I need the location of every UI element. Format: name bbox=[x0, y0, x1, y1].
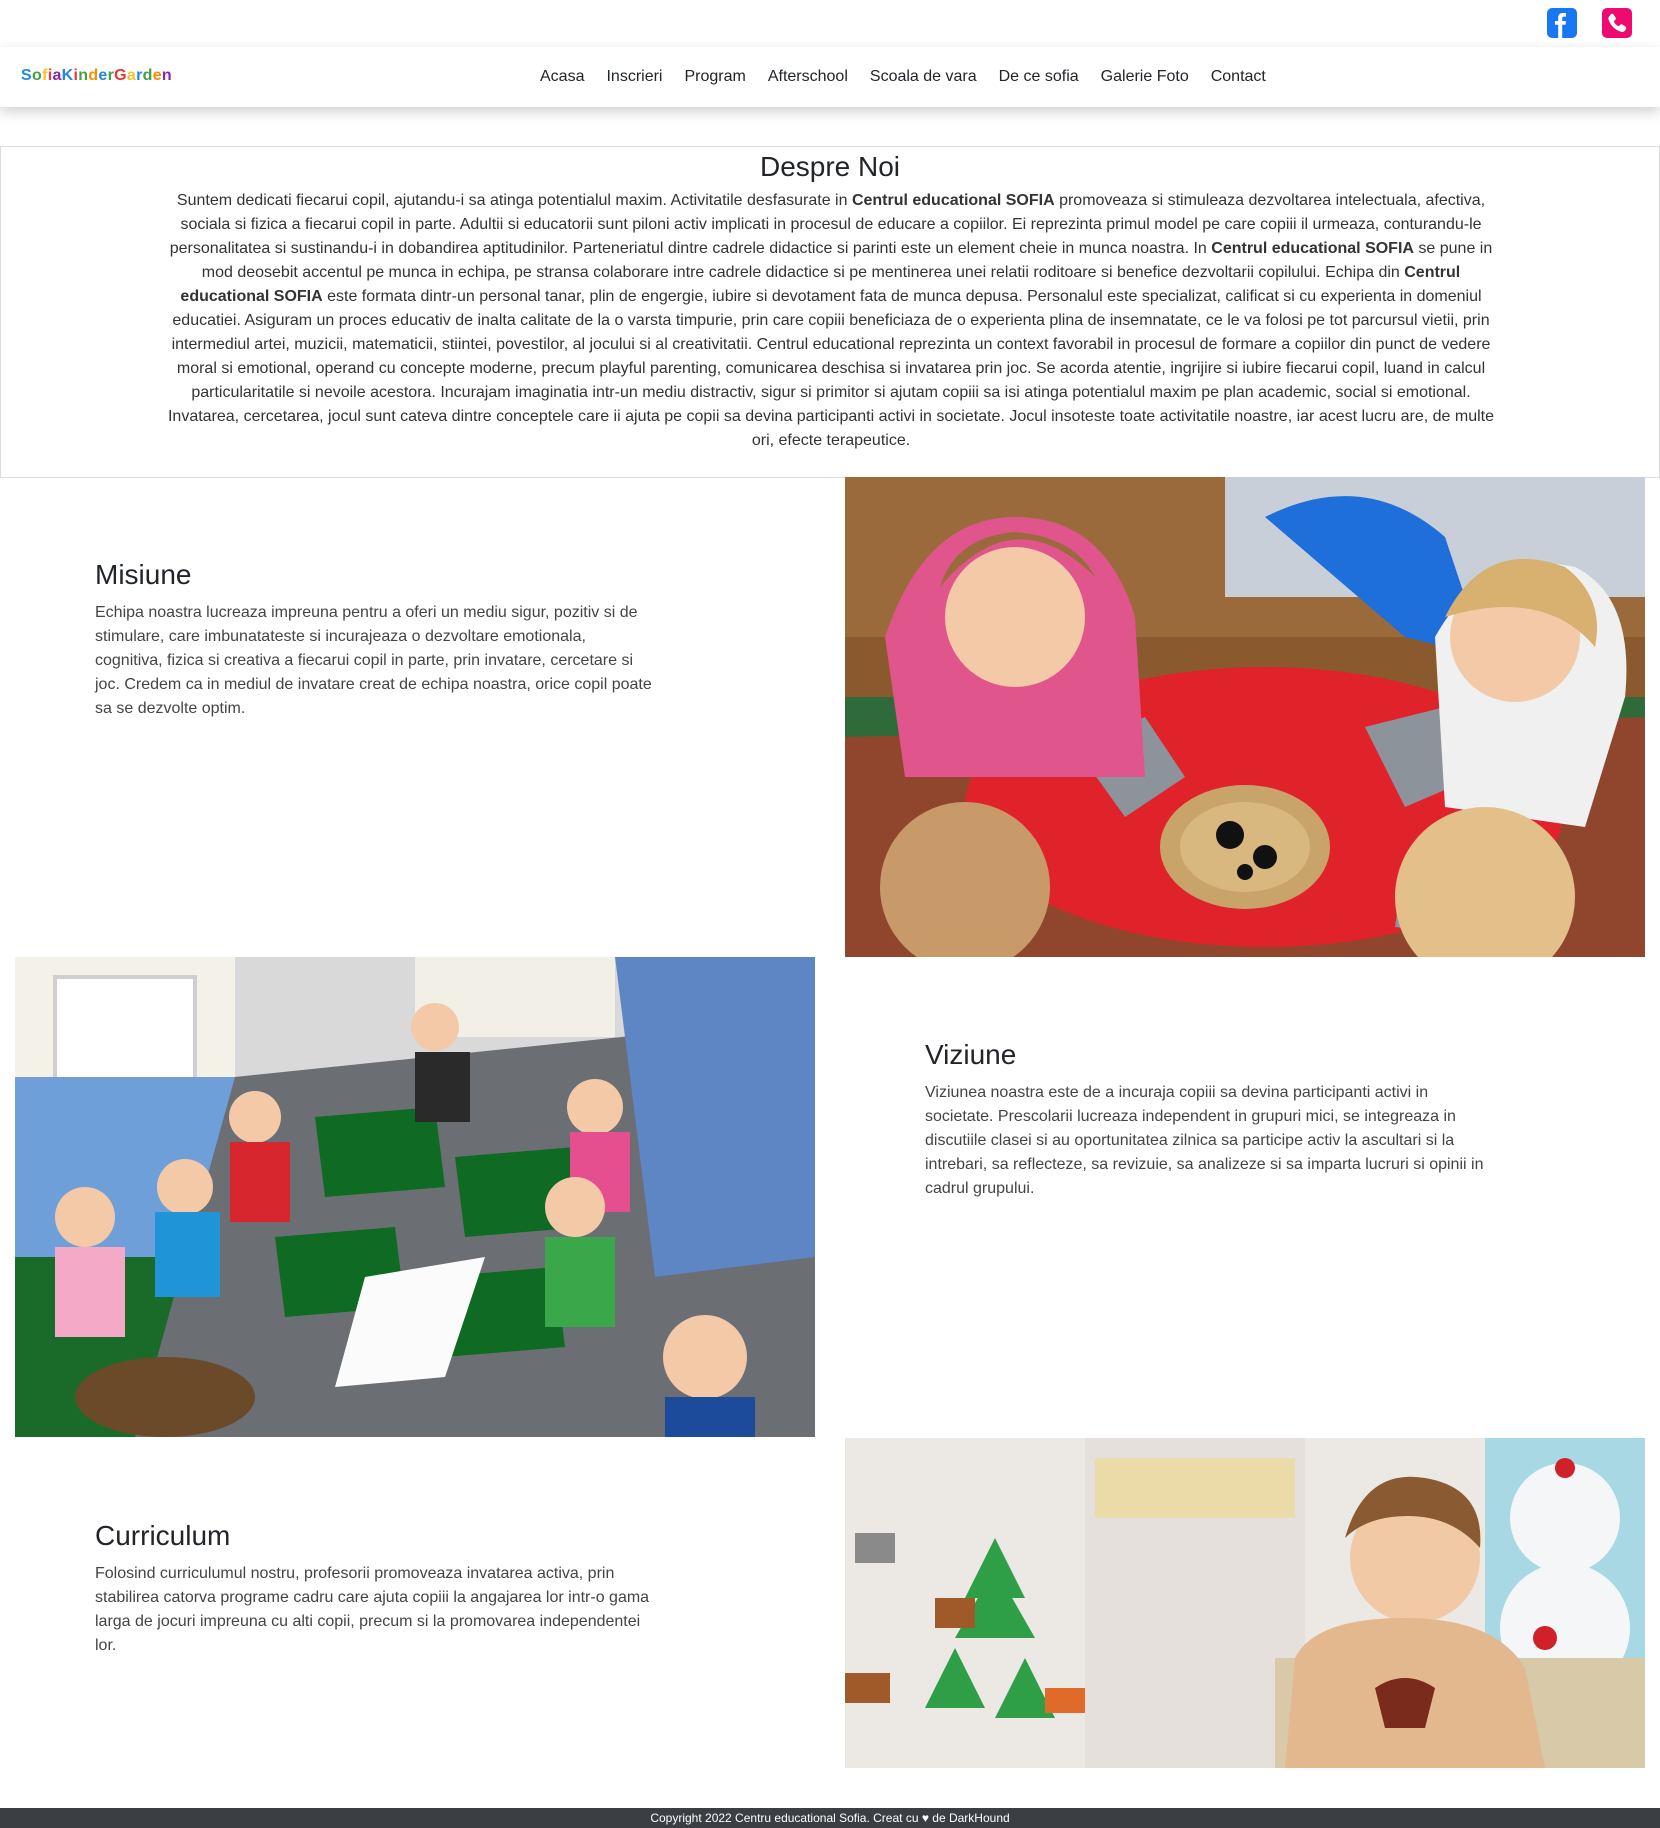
nav-link-galerie-foto[interactable]: Galerie Foto bbox=[1100, 68, 1189, 85]
phone-icon bbox=[1602, 8, 1632, 38]
nav-links bbox=[540, 47, 1288, 107]
about-section bbox=[0, 146, 1660, 478]
brand-letter: a bbox=[126, 67, 137, 84]
brand-letter: o bbox=[31, 67, 43, 84]
brand-letter: e bbox=[152, 67, 162, 84]
brand-letter: S bbox=[21, 67, 32, 84]
viziune-photo bbox=[15, 957, 815, 1437]
brand-letter: r bbox=[107, 67, 115, 84]
misiune-section bbox=[0, 477, 1660, 957]
brand-letter: d bbox=[142, 67, 153, 84]
misiune-title: Misiune bbox=[95, 559, 192, 590]
phone-button[interactable] bbox=[1602, 8, 1632, 38]
brand-letter: i bbox=[73, 67, 79, 84]
brand-letter: i bbox=[47, 67, 53, 84]
facebook-icon bbox=[1547, 8, 1577, 38]
nav-link-program[interactable]: Program bbox=[684, 68, 746, 85]
nav-link-inscrieri[interactable]: Inscrieri bbox=[606, 68, 663, 85]
curriculum-text: Folosind curriculumul nostru, profesorii promoveaza invatarea activa, prin stabilirea catorva programe cadru care ajuta copiii la angajarea lor intr-o gama larga de jocuri impreuna cu alti copii, precum si la promovarea independentei lor. bbox=[95, 1565, 650, 1654]
nav-link-scoala-de-vara[interactable]: Scoala de vara bbox=[869, 68, 977, 85]
brand-letter: G bbox=[114, 67, 127, 84]
brand-letter: e bbox=[98, 67, 108, 84]
brand-letter: K bbox=[61, 67, 74, 84]
brand-letter: d bbox=[88, 67, 99, 84]
nav-link-de-ce-sofia[interactable]: De ce sofia bbox=[998, 68, 1079, 85]
curriculum-photo bbox=[845, 1438, 1645, 1768]
about-text: Suntem dedicati fiecarui copil, ajutandu-i sa atinga potentialul maxim. Activitatile desfasurate in Centrul educational SOFIA promoveaza si stimuleaza dezvoltarea intelectuala, afectiva, sociala si fizica a fiecarui copil in parte. Adultii si educatorii sunt piloni activ implicati in procesul de educare a copiilor. Ei reprezinta primul model pe care copiii il urmeaza, conturandu-le personalitatea si sustinandu-i in dobandirea aptitudinilor. Parteneriatul dintre cadrele didactice si parinti este un element cheie in munca noastra. In Centrul educational SOFIA se pune in mod deosebit accentul pe munca in echipa, pe stransa colaborare intre cadrele didactice si pe mentinerea unei relatii roditoare si benefice dezvoltarii copilului. Echipa din Centrul educational SOFIA este formata dintr-un personal tanar, plin de engergie, iubire si devotament fata de munca depusa. Personalul este specializat, calificat si cu experienta in domeniul educatiei. Asiguram un proces educativ de inalta calitate de la o varsta timpurie, prin care copiii beneficiaza de o experienta plina de insemnatate, ce le va folosi pe tot parcursul vietii, prin intermediul artei, muzicii, matematicii, stiintei, povestilor, al jocului si al creativitatii. Centrul educational reprezinta un context favorabil in procesul de formare a copiilor din punct de vedere moral si emotional, operand cu concepte moderne, precum playful parenting, comunicarea deschisa si invatarea prin joc. Se acorda atentie, ingrijire si iubire fiecarui copil, luand in calcul particularitatile si nevoile acestora. Incurajam imaginatia intr-un mediu distractiv, sigur si primitor si ajutam copiii sa isi atinga potentialul maxim pe plan academic, social si emotional. Invatarea, cercetarea, jocul sunt cateva dintre conceptele care ii ajuta pe copii sa devina participanti activi in societate. Jocul insoteste toate activitatile noastre, iar acest lucru are, de multe ori, efecte terapeutice. bbox=[167, 192, 1495, 449]
about-title: Despre Noi bbox=[759, 151, 901, 182]
brand-letter: f bbox=[42, 67, 48, 84]
footer: Copyright 2022 Centru educational Sofia. Creat cu ♥ de DarkHound bbox=[0, 1808, 1660, 1828]
brand-logo[interactable] bbox=[21, 67, 172, 85]
brand-letter: r bbox=[136, 67, 143, 84]
misiune-text: Echipa noastra lucreaza impreuna pentru a oferi un mediu sigur, pozitiv si de stimulare, care imbunatateste si incurajeaza o dezvoltare emotionala, cognitiva, fizica si creativa a fiecarui copil in parte, prin invatare, cercetare si joc. Credem ca in mediul de invatare creat de echipa noastra, orice copil poate sa se dezvolte optim. bbox=[95, 604, 652, 717]
nav-link-acasa[interactable]: Acasa bbox=[540, 68, 585, 85]
nav-link-contact[interactable]: Contact bbox=[1210, 68, 1266, 85]
main-navbar bbox=[0, 47, 1660, 107]
viziune-title: Viziune bbox=[925, 1039, 1017, 1070]
brand-letter: n bbox=[161, 67, 172, 84]
nav-link-afterschool[interactable]: Afterschool bbox=[767, 68, 848, 85]
brand-letter: a bbox=[52, 67, 62, 84]
curriculum-section bbox=[0, 1438, 1660, 1768]
misiune-photo bbox=[845, 477, 1645, 957]
curriculum-title: Curriculum bbox=[95, 1520, 231, 1551]
viziune-section bbox=[0, 957, 1660, 1437]
brand-letter: n bbox=[78, 67, 89, 84]
viziune-text: Viziunea noastra este de a incuraja copiii sa devina participanti activi in societate. Prescolarii lucreaza independent in grupuri mici, se integreaza in discutiile clasei si au oportunitatea zilnica sa participe activ la ascultari si la intrebari, sa reflecteze, sa revizuie, sa analizeze si sa imparta lucruri si opinii in cadrul grupului. bbox=[925, 1084, 1484, 1197]
facebook-button[interactable] bbox=[1547, 8, 1577, 38]
